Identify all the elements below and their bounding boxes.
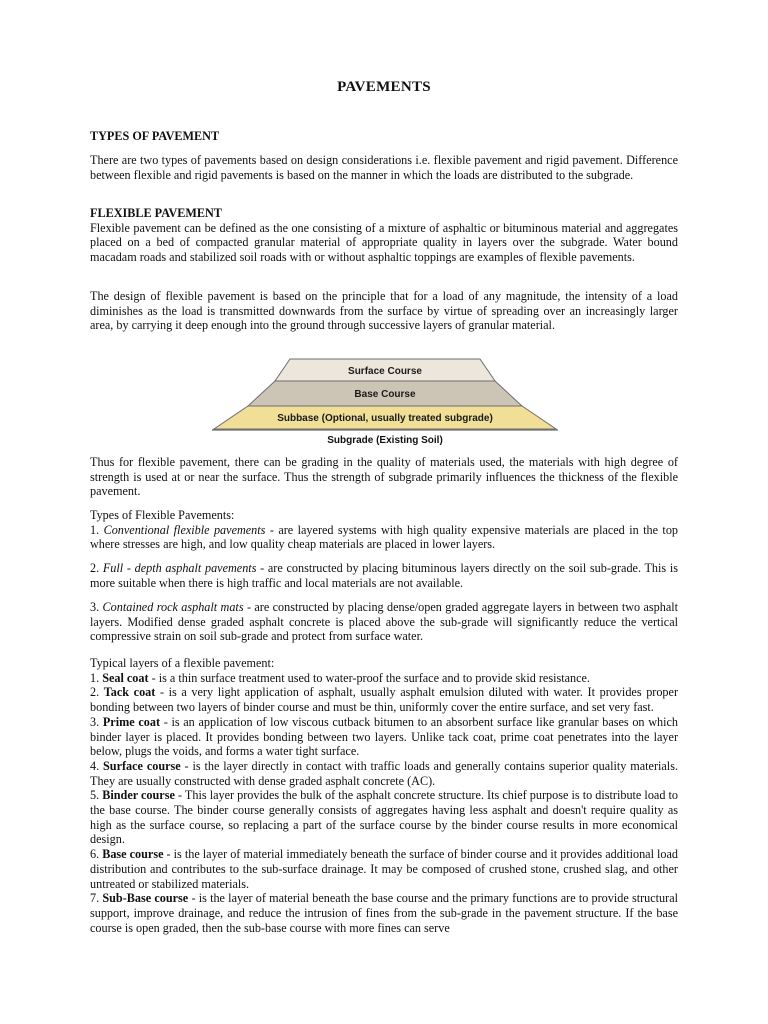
types-list-item-2 [90, 561, 678, 590]
list-item: 1. Seal coat - is a thin surface treatment used to water-proof the surface and to provide skid resistance. [90, 670, 590, 685]
flexible-section [90, 206, 678, 265]
list-item: 3. Prime coat - is an application of low viscous cutback bitumen to an absorbent surface like granular bases on which binder layer is placed. It provides bonding between two layers. Unlike tack coat, prime coat penetrates into the layer below, plugs the voids, and forms a water tight surface. [90, 714, 678, 759]
layers-heading: Typical layers of a flexible pavement: [90, 656, 275, 670]
types-heading: TYPES OF PAVEMENT [90, 129, 220, 143]
list-item: 1. Conventional flexible pavements - are layered systems with high quality expensive materials are placed in the top where stresses are high, and low quality cheap materials are placed in lower layers. [90, 522, 679, 552]
list-item: 3. Contained rock asphalt mats - are constructed by placing dense/open graded aggregate layers in between two asphalt layers. Modified dense graded asphalt concrete is placed above the sub-grade will significantly reduce the vertical compressive strain on soil sub-grade and protect from surface water. [90, 600, 679, 644]
layers-list [90, 656, 678, 935]
design-paragraph: The design of flexible pavement is based on the principle that for a load of any magnitude, the intensity of a load diminishes as the load is transmitted downwards from the surface by virtue of spreading over an increasingly larger area, by carrying it deep enough into the ground through successive layers of granular material. [90, 289, 678, 333]
flexible-heading: FLEXIBLE PAVEMENT [90, 206, 222, 220]
list-item: 7. Sub-Base course - is the layer of material beneath the base course and the primary functions are to provide structural support, improve drainage, and reduce the intrusion of fines from the sub-grade in the pavement structure. If the base course is open graded, then the sub-base course with more fines can serve [90, 891, 679, 935]
flexible-paragraph: Flexible pavement can be defined as the one consisting of a mixture of asphaltic or bituminous material and aggregates placed on a bed of compacted granular material of appropriate quality in layers over the subgrade. Water bound macadam roads and stabilized soil roads with or without asphaltic toppings are examples of flexible pavements. [90, 220, 678, 265]
surface-course-label: Surface Course [348, 366, 422, 377]
base-course-label: Base Course [354, 389, 416, 400]
subgrade-label: Subgrade (Existing Soil) [327, 435, 443, 446]
types-list-heading: Types of Flexible Pavements: [90, 508, 235, 522]
pavement-layers-diagram [212, 356, 558, 448]
types-list [90, 508, 678, 552]
list-item: 2. Tack coat - is a very light application of asphalt, usually asphalt emulsion diluted with water. It provides proper bonding between two layers of binder course and must be thin, uniformly cover the entire surface, and set very fast. [90, 685, 678, 715]
page-title: PAVEMENTS [337, 79, 431, 95]
subbase-label: Subbase (Optional, usually treated subgrade) [277, 413, 493, 424]
list-item: 2. Full - depth asphalt pavements - are constructed by placing bituminous layers directly on the soil sub-grade. This is more suitable when there is high traffic and local materials are not available. [90, 561, 678, 590]
list-item: 6. Base course - is the layer of material immediately beneath the surface of binder course and it provides additional load distribution and contributes to the sub-surface drainage. It may be composed of crushed stone, crushed slag, and other untreated or stabilized materials. [90, 847, 679, 891]
grading-paragraph: Thus for flexible pavement, there can be grading in the quality of materials used, the materials with high degree of strength is used at or near the surface. Thus the strength of subgrade primarily influences the thickness of the flexible pavement. [90, 455, 678, 499]
intro-paragraph: There are two types of pavements based on design considerations i.e. flexible pavement and rigid pavement. Difference between flexible and rigid pavements is based on the manner in which the loads are distributed to the subgrade. [90, 153, 678, 182]
types-list-item-3 [90, 600, 678, 644]
list-item: 4. Surface course - is the layer directly in contact with traffic loads and generally contains superior quality materials. They are usually constructed with dense graded asphalt concrete (AC). [90, 758, 678, 788]
list-item: 5. Binder course - This layer provides the bulk of the asphalt concrete structure. Its chief purpose is to distribute load to the base course. The binder course generally consists of aggregates having less asphalt and doesn't require quality as high as the surface course, so replacing a part of the surface course by the binder course results in more economical design. [90, 788, 679, 847]
